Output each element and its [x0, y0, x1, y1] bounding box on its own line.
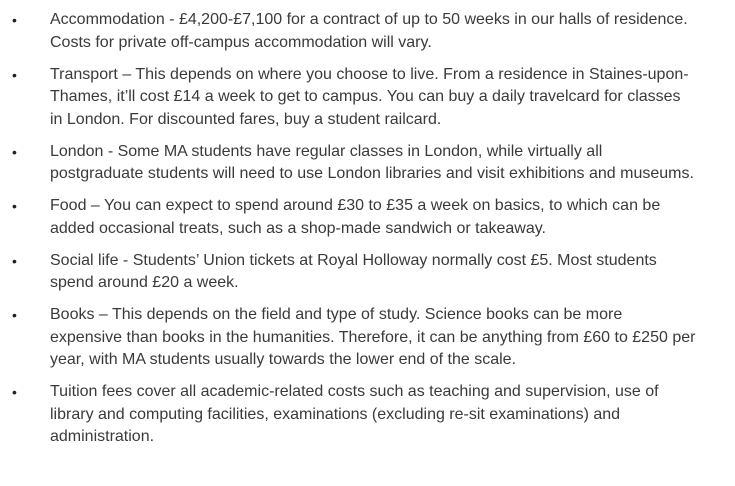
list-item-social-life: [0, 250, 735, 295]
list-item-food: [0, 195, 735, 240]
list-item-london: [0, 141, 735, 186]
bullet-icon: •: [12, 198, 17, 214]
list-item-tuition-fees: [0, 381, 735, 449]
bullet-icon: •: [12, 384, 17, 400]
list-item-text: Social life - Students’ Union tickets at Royal Holloway normally cost £5. Most students spend around £20 a week.: [50, 251, 657, 291]
list-item-accommodation: [0, 9, 735, 54]
list-item-text: London - Some MA students have regular classes in London, while virtually all postgraduate students will need to use London libraries and visit exhibitions and museums.: [50, 142, 694, 182]
bullet-icon: •: [12, 12, 17, 28]
list-item-transport: [0, 64, 735, 132]
bullet-icon: •: [12, 143, 17, 160]
list-item-text: Books – This depends on the field and type of study. Science books can be more expensive than books in the humanities. Therefore, it can be anything from £60 to £250 per year, with MA students usually towards the lower end of the scale.: [50, 306, 696, 368]
list-item-books: [0, 304, 735, 372]
list-item-text: Food – You can expect to spend around £30 to £35 a week on basics, to which can be added occasional treats, such as a shop-made sandwich or takeaway.: [50, 197, 661, 237]
list-item-text: Accommodation - £4,200-£7,100 for a contract of up to 50 weeks in our halls of residence. Costs for private off-campus accommodation will vary.: [50, 11, 688, 51]
list-item-text: Transport – This depends on where you choose to live. From a residence in Staines-upon-Thames, it’ll cost £14 a week to get to campus. You can buy a daily travelcard for classes in London. For discounted fares, buy a student railcard.: [50, 65, 689, 128]
list-item-text: Tuition fees cover all academic-related costs such as teaching and supervision, use of library and computing facilities, examinations (excluding re-sit examinations) and administration.: [50, 383, 659, 445]
bullet-icon: •: [12, 66, 17, 83]
bullet-icon: •: [12, 307, 17, 323]
bullet-icon: •: [12, 252, 17, 269]
